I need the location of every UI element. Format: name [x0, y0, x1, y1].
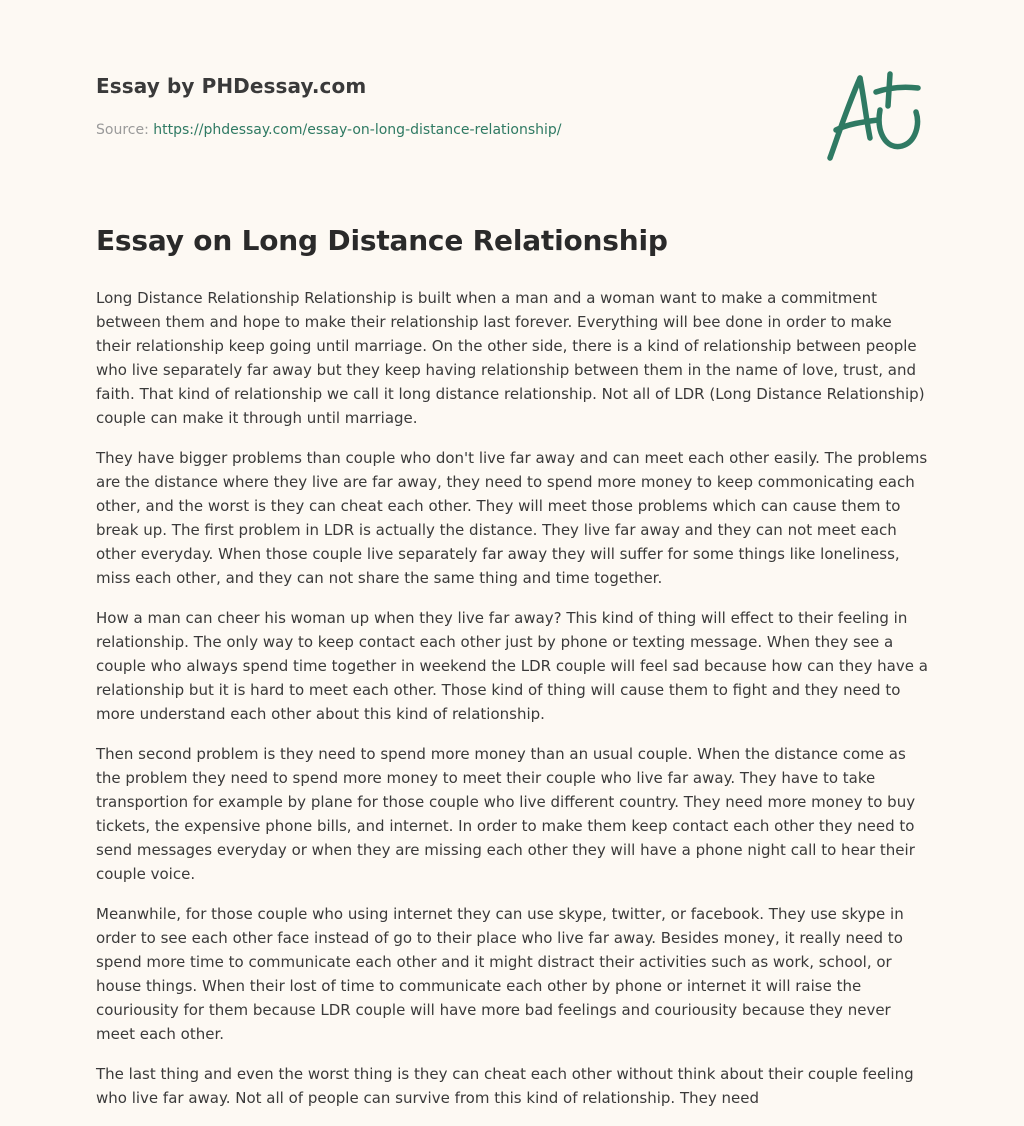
letter-a-left-stroke — [830, 78, 860, 158]
essay-body — [96, 286, 928, 1126]
a-plus-grade-icon — [822, 66, 932, 168]
source-link[interactable]: https://phdessay.com/essay-on-long-distance-relationship/ — [153, 122, 562, 138]
essay-paragraph: The last thing and even the worst thing is they can cheat each other without think about their couple feeling who live far away. Not all of people can survive from this kind of relationship. They need — [96, 1065, 914, 1107]
essay-paragraph: Long Distance Relationship Relationship is built when a man and a woman want to make a commitment between them and hope to make their relationship last forever. Everything will bee done in order to make their relationship keep going until marriage. On the other side, there is a kind of relationship between people who live separately far away but they keep having relationship between them in the name of love, trust, and faith. That kind of relationship we call it long distance relationship. Not all of LDR (Long Distance Relationship) couple can make it through until marriage. — [96, 289, 925, 427]
swoosh-stroke — [879, 110, 917, 147]
essay-paragraph: Meanwhile, for those couple who using internet they can use skype, twitter, or facebook. They use skype in order to see each other face instead of go to their place who live far away. Besides money, it really need to spend more time to communicate each other and it might distract their activities such as work, school, or house things. When their lost of time to communicate each other by phone or internet it will raise the couriousity for them because LDR couple will have more bad feelings and couriousity because they never meet each other. — [96, 905, 904, 1043]
essay-title: Essay on Long Distance Relationship — [96, 224, 668, 257]
site-title: Essay by PHDessay.com — [96, 74, 367, 98]
source-label: Source: — [96, 122, 149, 138]
letter-a-right-stroke — [860, 78, 870, 138]
essay-paragraph: Then second problem is they need to spend more money than an usual couple. When the distance come as the problem they need to spend more money to meet their couple who live far away. They have to take transportion for example by plane for those couple who live different country. They need more money to buy tickets, the expensive phone bills, and internet. In order to make them keep contact each other they need to send messages everyday or when they are missing each other they will have a phone night call to hear their couple voice. — [96, 745, 916, 883]
source-line — [96, 122, 816, 138]
document-header — [96, 74, 816, 138]
essay-paragraph: They have bigger problems than couple who don't live far away and can meet each other easily. The problems are the distance where they live are far away, they need to spend more money to keep commonicating each other, and the worst is they can cheat each other. They will meet those problems which can cause them to break up. The first problem in LDR is actually the distance. They live far away and they can not meet each other everyday. When those couple live separately far away they will suffer for some things like loneliness, miss each other, and they can not share the same thing and time together. — [96, 449, 928, 587]
a-plus-logo-svg — [822, 66, 932, 168]
essay-paragraph: How a man can cheer his woman up when they live far away? This kind of thing will effect to their feeling in relationship. The only way to keep contact each other just by phone or texting message. When they see a couple who always spend time together in weekend the LDR couple will feel sad because how can they have a relationship but it is hard to meet each other. Those kind of thing will cause them to fight and they need to more understand each other about this kind of relationship. — [96, 609, 928, 723]
plus-horizontal-stroke — [876, 87, 918, 92]
